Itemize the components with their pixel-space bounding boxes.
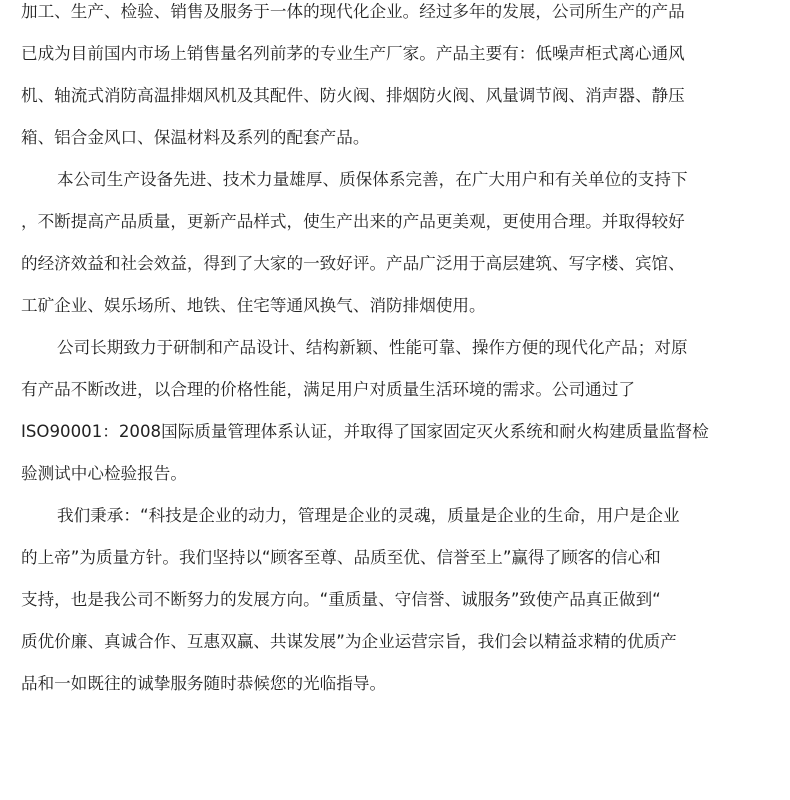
text-line: 验测试中心检验报告。 (21, 464, 187, 483)
text-line: 箱、铝合金风口、保温材料及系列的配套产品。 (21, 128, 370, 147)
company-introduction-text (21, 0, 771, 705)
text-line: 的上帝”为质量方针。我们坚持以“顾客至尊、品质至优、信誉至上”赢得了顾客的信心和 (21, 548, 661, 567)
text-line: 加工、生产、检验、销售及服务于一体的现代化企业。经过多年的发展，公司所生产的产品 (21, 2, 685, 21)
text-line: 的经济效益和社会效益，得到了大家的一致好评。产品广泛用于高层建筑、写字楼、宾馆、 (21, 254, 685, 273)
text-line: 有产品不断改进，以合理的价格性能，满足用户对质量生活环境的需求。公司通过了 (21, 380, 635, 399)
text-line: 品和一如既往的诚挚服务随时恭候您的光临指导。 (21, 674, 387, 693)
text-line: 已成为目前国内市场上销售量名列前茅的专业生产厂家。产品主要有：低噪声柜式离心通风 (21, 44, 685, 63)
text-line: 支持，也是我公司不断努力的发展方向。“重质量、守信誉、诚服务”致使产品真正做到“ (21, 590, 661, 609)
text-line: 机、轴流式消防高温排烟风机及其配件、防火阀、排烟防火阀、风量调节阀、消声器、静压 (21, 86, 685, 105)
paragraph-first-line: 我们秉承：“科技是企业的动力，管理是企业的灵魂，质量是企业的生命，用户是企业 (57, 506, 680, 525)
text-line: ，不断提高产品质量，更新产品样式，使生产出来的产品更美观，更使用合理。并取得较好 (21, 212, 685, 231)
text-line: 质优价廉、真诚合作、互惠双赢、共谋发展”为企业运营宗旨，我们会以精益求精的优质产 (21, 632, 677, 651)
paragraph-first-line: 公司长期致力于研制和产品设计、结构新颖、性能可靠、操作方便的现代化产品；对原 (57, 338, 688, 357)
text-line: 工矿企业、娱乐场所、地铁、住宅等通风换气、消防排烟使用。 (21, 296, 486, 315)
text-line: ISO90001：2008国际质量管理体系认证，并取得了国家固定灭火系统和耐火构建质量监督检 (21, 422, 709, 441)
paragraph-first-line: 本公司生产设备先进、技术力量雄厚、质保体系完善，在广大用户和有关单位的支持下 (57, 170, 688, 189)
